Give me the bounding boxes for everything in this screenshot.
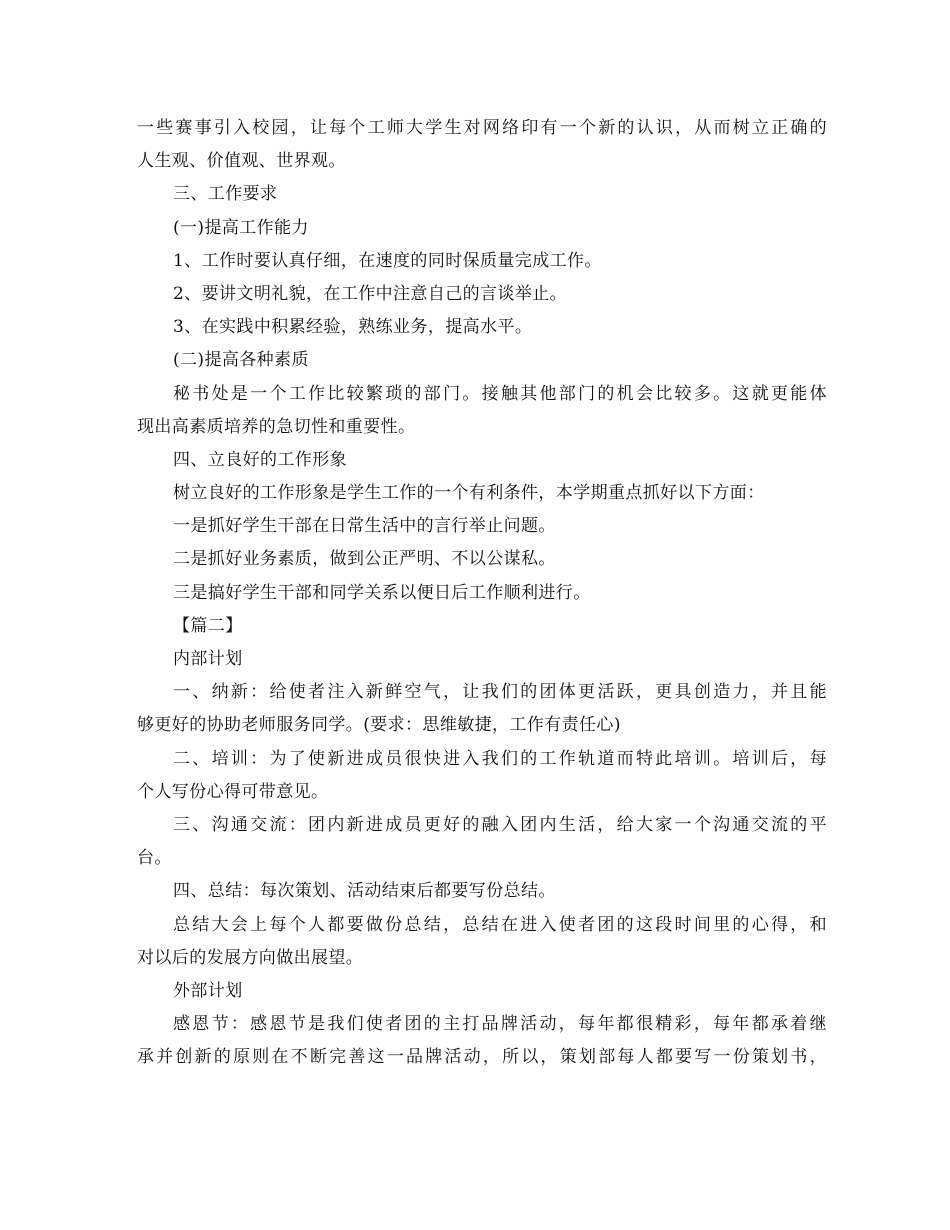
text-line: 【篇二】: [173, 615, 243, 636]
text-line: 总结大会上每个人都要做份总结，总结在进入使者团的这段时间里的心得，和: [173, 914, 827, 935]
text-line: 树立良好的工作形象是学生工作的一个有利条件，本学期重点抓好以下方面：: [173, 483, 765, 504]
text-line: 一、纳新：给使者注入新鲜空气，让我们的团体更活跃，更具创造力，并且能: [173, 682, 827, 703]
text-line: 内部计划: [173, 649, 243, 669]
text-line: 对以后的发展方向做出展望。: [137, 947, 364, 968]
text-line: 现出高素质培养的急切性和重要性。: [137, 416, 416, 437]
document-body: [137, 112, 827, 1074]
text-line: 3、在实践中积累经验，熟练业务，提高水平。: [173, 317, 533, 338]
text-line: 四、总结：每次策划、活动结束后都要写份总结。: [173, 881, 556, 902]
text-line: (一)提高工作能力: [173, 217, 309, 238]
text-line: 2、要讲文明礼貌，在工作中注意自己的言谈举止。: [173, 283, 568, 304]
text-line: 够更好的协助老师服务同学。(要求：思维敏捷，工作有责任心): [137, 715, 621, 736]
text-line: 一是抓好学生干部在日常生活中的言行举止问题。: [173, 516, 556, 537]
text-line: 感恩节：感恩节是我们使者团的主打品牌活动，每年都很精彩，每年都承着继: [173, 1014, 827, 1035]
text-line: 四、立良好的工作形象: [173, 449, 347, 470]
text-line: 个人写份心得可带意见。: [137, 781, 329, 802]
text-line: (二)提高各种素质: [173, 350, 309, 371]
text-line: 秘书处是一个工作比较繁琐的部门。接触其他部门的机会比较多。这就更能体: [173, 383, 827, 404]
text-line: 三、工作要求: [173, 184, 278, 205]
text-line: 承并创新的原则在不断完善这一品牌活动，所以，策划部每人都要写一份策划书，: [137, 1047, 827, 1068]
text-line: 二是抓好业务素质，做到公正严明、不以公谋私。: [173, 549, 556, 570]
text-line: 1、工作时要认真仔细，在速度的同时保质量完成工作。: [173, 250, 602, 271]
text-line: 台。: [137, 848, 172, 869]
text-line: 二、培训：为了使新进成员很快进入我们的工作轨道而特此培训。培训后，每: [173, 748, 827, 769]
text-line: 外部计划: [173, 980, 243, 1001]
text-line: 一些赛事引入校园，让每个工师大学生对网络印有一个新的认识，从而树立正确的: [137, 118, 827, 138]
text-line: 三是搞好学生干部和同学关系以便日后工作顺利进行。: [173, 582, 591, 603]
text-line: 三、沟通交流：团内新进成员更好的融入团内生活，给大家一个沟通交流的平: [173, 814, 827, 835]
text-line: 人生观、价值观、世界观。: [137, 151, 346, 172]
